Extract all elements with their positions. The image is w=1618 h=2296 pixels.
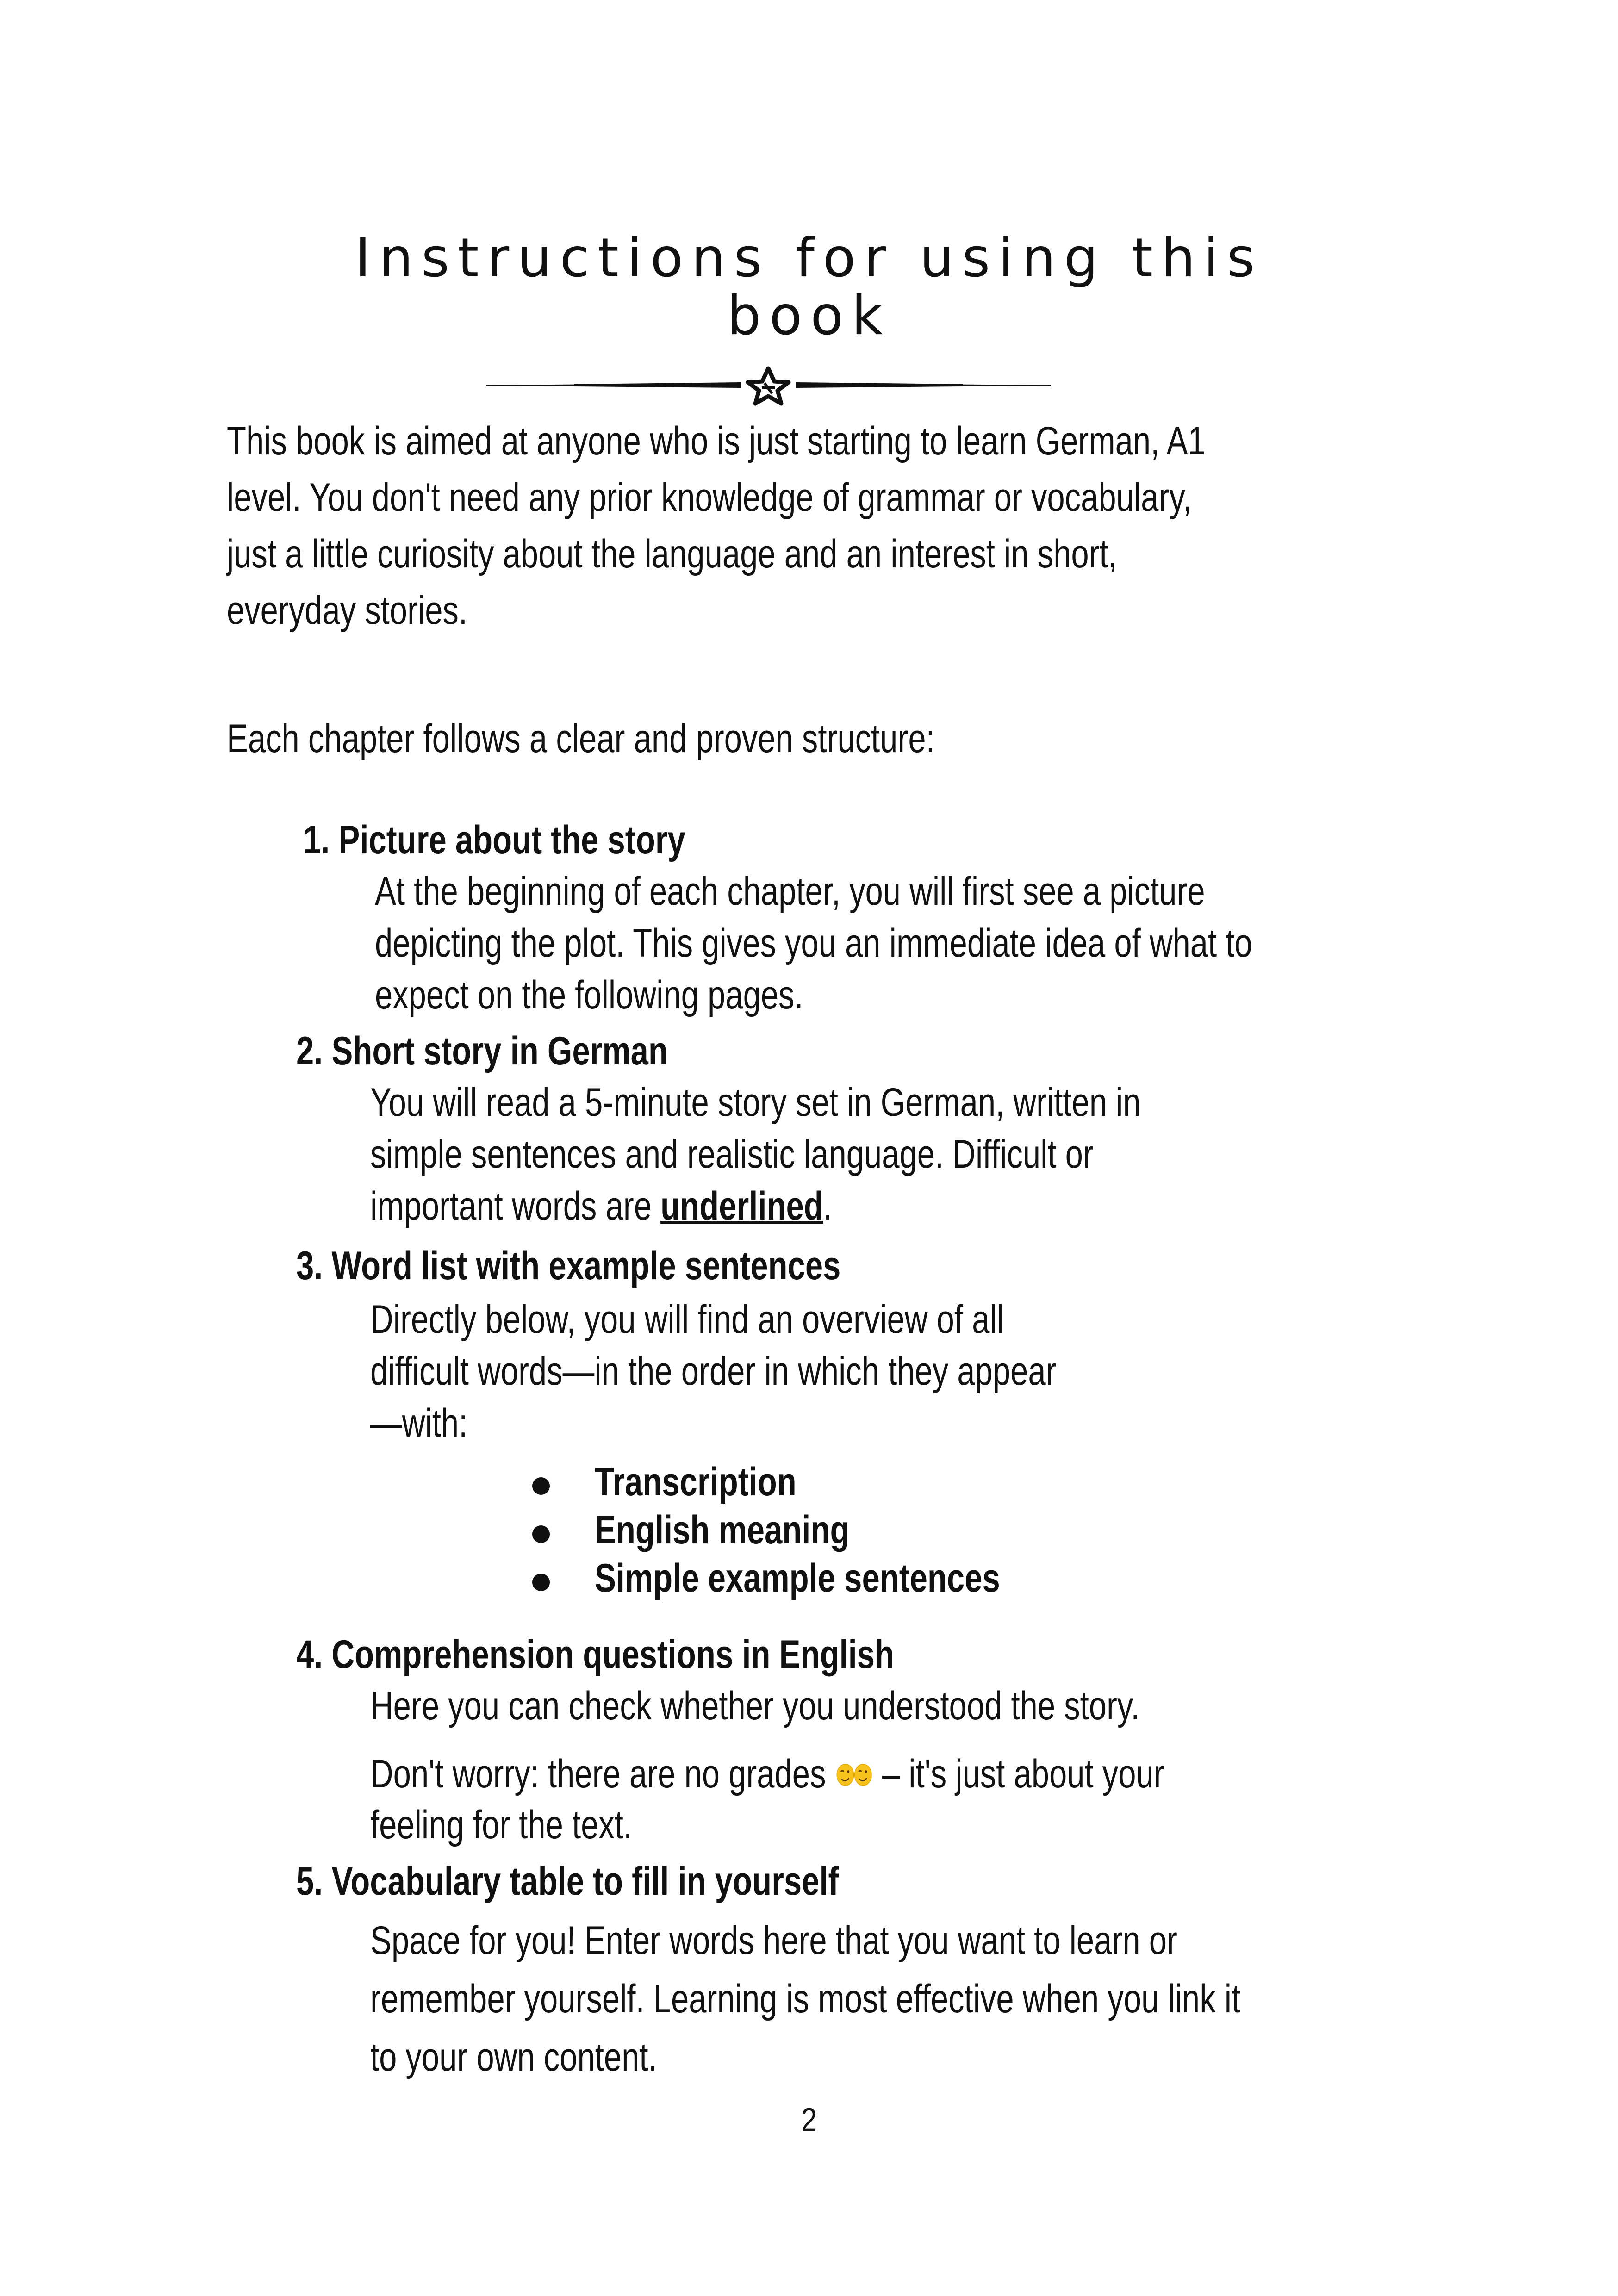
step-4-line: feeling for the text. <box>370 1803 633 1847</box>
page-title-line-2: book <box>727 285 891 347</box>
intro-line: This book is aimed at anyone who is just starting to learn German, A1 <box>227 419 1206 463</box>
step-2-text: important words are <box>370 1184 661 1228</box>
step-2-body <box>370 1076 1141 1232</box>
step-5-line: Space for you! Enter words here that you want to learn or <box>370 1918 1177 1963</box>
step-4-line: Here you can check whether you understood the story. <box>370 1684 1140 1728</box>
step-4-line-with-emoji <box>370 1748 1164 1799</box>
step-2-line-with-underline <box>370 1180 1141 1232</box>
structure-intro: Each chapter follows a clear and proven structure: <box>227 716 935 761</box>
step-3-heading: 3. Word list with example sentences <box>296 1244 841 1288</box>
step-5-line: to your own content. <box>370 2035 657 2079</box>
step-1-line: At the beginning of each chapter, you will first see a picture <box>375 869 1205 914</box>
step-4-heading: 4. Comprehension questions in English <box>296 1632 895 1677</box>
intro-line: everyday stories. <box>227 588 468 633</box>
page-title <box>0 229 1618 345</box>
underlined-word: underlined <box>660 1184 823 1228</box>
step-4-text: Don't worry: there are no grades <box>370 1752 826 1796</box>
step-5-body <box>370 1911 1240 2086</box>
step-4-text: – it's just about your <box>873 1752 1164 1796</box>
step-1-body <box>375 865 1252 1021</box>
bullet-dot <box>532 1477 550 1495</box>
step-3-body <box>370 1294 1057 1449</box>
page-title-line-1: Instructions for using this <box>355 227 1263 289</box>
step-4-body <box>370 1680 1139 1732</box>
bullet-label: Simple example sentences <box>595 1556 1000 1600</box>
step-2-period: . <box>823 1184 832 1228</box>
intro-paragraph <box>227 413 1206 639</box>
bullet-label: English meaning <box>595 1508 850 1552</box>
step-2-line: simple sentences and realistic language. Difficult or <box>370 1132 1094 1176</box>
winking-face-emoji-icon <box>836 1755 872 1795</box>
page-number: 2 <box>801 2102 817 2139</box>
intro-line: level. You don't need any prior knowledge of grammar or vocabulary, <box>227 475 1192 520</box>
step-5-line: remember yourself. Learning is most effective when you link it <box>370 1977 1241 2021</box>
bullet-dot <box>532 1525 550 1543</box>
step-2-line: You will read a 5-minute story set in German, written in <box>370 1080 1141 1125</box>
step-3-line: —with: <box>370 1401 468 1445</box>
step-2-heading: 2. Short story in German <box>296 1029 668 1073</box>
star-divider-ornament <box>481 365 1055 406</box>
bullet-label: Transcription <box>595 1460 797 1504</box>
step-1-line: depicting the plot. This gives you an immediate idea of what to <box>375 921 1252 965</box>
step-5-heading: 5. Vocabulary table to fill in yourself <box>296 1859 839 1904</box>
step-4-body-continued <box>370 1748 1164 1850</box>
step-1-heading: 1. Picture about the story <box>303 818 685 862</box>
intro-line: just a little curiosity about the language and an interest in short, <box>227 532 1117 576</box>
step-3-line: difficult words—in the order in which they appear <box>370 1349 1057 1394</box>
step-3-line: Directly below, you will find an overview of all <box>370 1297 1004 1342</box>
bullet-dot <box>532 1574 550 1591</box>
step-1-line: expect on the following pages. <box>375 973 803 1017</box>
